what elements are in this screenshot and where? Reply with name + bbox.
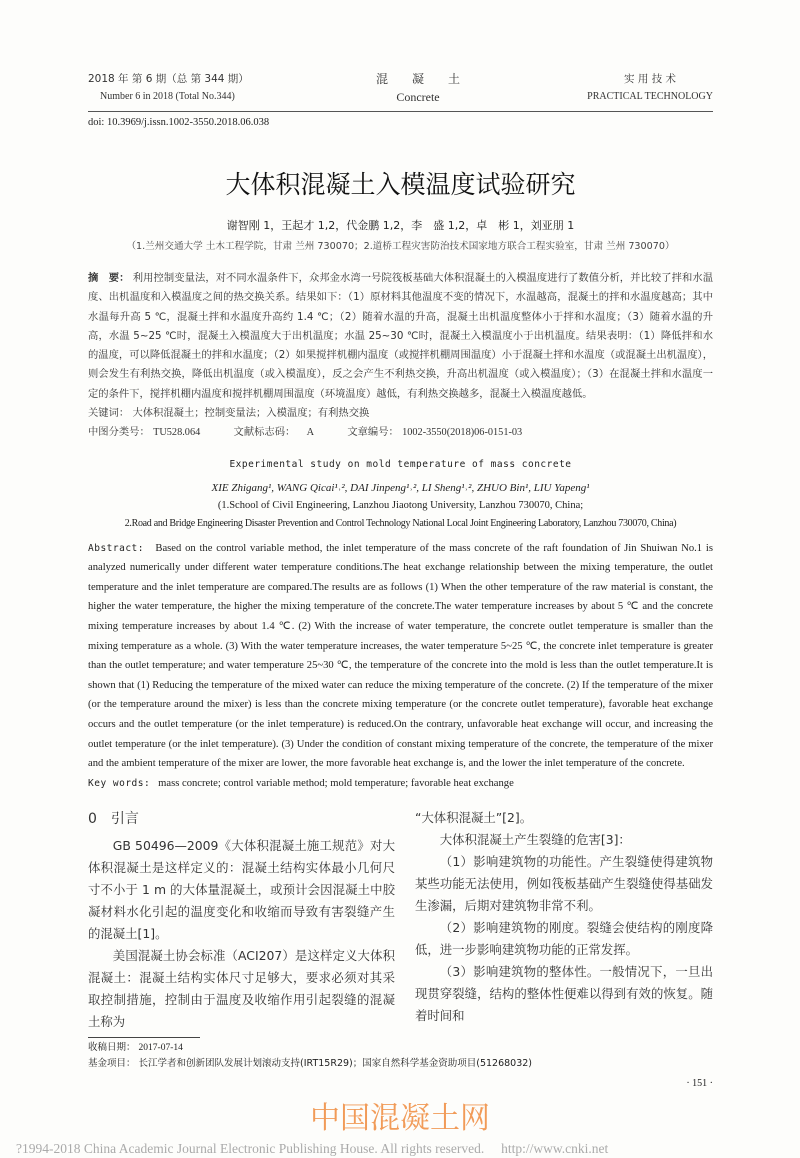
received-value: 2017-07-14: [138, 1043, 183, 1054]
paragraph: （2）影响建筑物的刚度。裂缝会使结构的刚度降低，进一步影响建筑物功能的正常发挥。: [415, 920, 713, 958]
body-columns: [88, 807, 713, 1033]
clc-label: 中图分类号：: [88, 426, 150, 439]
page-title: 大体积混凝土入模温度试验研究: [225, 170, 576, 199]
keywords-en-text: mass concrete; control variable method; mold temperature; favorable heat exchange: [158, 777, 514, 789]
article-no-value: 1002-3550(2018)06-0151-03: [402, 427, 523, 439]
abstract-en-text: Based on the control variable method, the inlet temperature of the mass concrete of the raft foundation of Jin Shuiwan No.1 is analyzed numerically under different water temperature conditions.The heat exchange relationship between the mixing temperature, the outlet temperature and the inlet temperature are compared.The results are as follows (1) When the other temperature of the raw material is constant, the higher the water temperature, the higher the mixing temperature of the concrete.The water temperature increases by about 5 ℃ and the concrete mixing temperature increases by about 1.4 ℃. (2) With the increase of water temperature, the concrete outlet temperature is smaller than the mixing temperature as a whole. (3) With the water temperature increases, the water temperature 5~25 ℃, the concrete inlet temperature is greater than the outlet temperature; and water temperature 25~30 ℃, the temperature of the concrete into the mold is less than the outlet temperature.It is shown that (1) Reducing the temperature of the mixed water can reduce the mixing temperature of the concrete. (2) If the temperature of the mixer (or the temperature around the mixer) is less than the concrete mixing temperature (or the concrete outlet temperature), favorable heat exchange occurs and the outlet temperature (or the inlet temperature) is reduced.On the contrary, unfavorable heat exchange will occur, and increasing the outlet temperature (or the inlet temperature). (3) Under the condition of constant mixing temperature of the concrete, the temperature of the mixer and the ambient temperature of the mixer are lower, the more favorable heat exchange is, and the lower the inlet temperature of the concrete.: [88, 542, 713, 770]
abstract-cn-label: 摘 要：: [88, 272, 130, 284]
journal-cn: 混 凝 土: [375, 72, 460, 86]
classification: [88, 423, 713, 442]
keywords-en: [88, 774, 713, 794]
section-en: PRACTICAL TECHNOLOGY: [587, 91, 713, 102]
abstract-en: [88, 539, 713, 774]
received-label: 收稿日期：: [88, 1042, 136, 1054]
keywords-cn-label: 关键词：: [88, 407, 130, 420]
issue-en: Number 6 in 2018 (Total No.344): [100, 91, 235, 102]
title-en: Experimental study on mold temperature of mass concrete: [229, 458, 572, 470]
clc-value: TU528.064: [153, 427, 201, 439]
keywords-cn: [88, 404, 713, 423]
abstract-en-label: Abstract:: [88, 542, 144, 554]
received-date: [88, 1040, 713, 1056]
abstract-cn-text: 利用控制变量法，对不同水温条件下，众邦金水湾一号院筏板基础大体积混凝土的入模温度进行了数值分析，并比较了拌和水温度、出机温度和入模温度之间的热交换关系。结果如下：（1）原材料其他温度不变的情况下，水温越高，混凝土的拌和水温度越高；其中水温每升高 5 ℃，混凝土拌和水温度升高约 1.4 ℃；（2）随着水温的升高，混凝土出机温度整体小于拌和水温度；（3）随着水温的升高，水温 5~25 ℃时，混凝土入模温度大于出机温度；水温 25~30 ℃时，混凝土入模温度小于出机温度。结果表明：（1）降低拌和水的温度，可以降低混凝土的拌和水温度；（2）如果搅拌机棚内温度（或搅拌机棚周围温度）小于混凝土拌和水温度（或混凝土出机温度），则会发生有利热交换，降低出机温度（或入模温度），反之会产生不利热交换，升高出机温度（或入模温度）；（3）在混凝土拌和水温度一定的条件下，搅拌机棚内温度和搅拌机棚周围温度（环境温度）越低，有利热交换越多，混凝土入模温度越低。: [88, 272, 714, 400]
authors-en: XIE Zhigang¹, WANG Qicai¹˒², DAI Jinpeng¹˒², LI Sheng¹˒², ZHUO Bin¹, LIU Yapeng¹: [211, 481, 590, 494]
footnote-rule: [88, 1037, 200, 1038]
section-cn: 实 用 技 术: [624, 73, 677, 85]
paragraph: （3）影响建筑物的整体性。一般情况下，一旦出现贯穿裂缝，结构的整体性便难以得到有效的恢复。随着时间和: [415, 964, 713, 1024]
copyright-footer: ?1994-2018 China Academic Journal Electronic Publishing House. All rights reserved. http://www.cnki.net: [16, 1141, 609, 1157]
paragraph: 大体积混凝土产生裂缝的危害[3]：: [439, 832, 631, 848]
paragraph: （1）影响建筑物的功能性。产生裂缝使得建筑物某些功能无法使用，例如筏板基础产生裂缝使得基础发生渗漏，后期对建筑物非常不利。: [415, 854, 713, 914]
authors: 谢智刚 1，王起才 1,2，代金鹏 1,2，李 盛 1,2，卓 彬 1，刘亚朋 1: [226, 219, 575, 232]
affil-en-2: 2.Road and Bridge Engineering Disaster Prevention and Control Technology National Local Joint Engineering Laboratory, Lanzhou 730070, China): [124, 517, 677, 529]
doc-code-label: 文献标志码：: [233, 426, 296, 439]
right-column: [415, 807, 713, 1033]
paragraph: GB 50496—2009《大体积混凝土施工规范》对大体积混凝土是这样定义的：混凝土结构实体最小几何尺寸不小于 1 m 的大体量混凝土，或预计会因混凝土中胶凝材料水化引起的温度变化和收缩而导致有害裂缝产生的混凝土[1]。: [88, 838, 395, 942]
article-no-label: 文章编号：: [347, 426, 399, 439]
affil-en-1: (1.School of Civil Engineering, Lanzhou Jiaotong University, Lanzhou 730070, China;: [217, 499, 584, 511]
fund-value: 长江学者和创新团队发展计划滚动支持(IRT15R29)；国家自然科学基金资助项目(51268032): [138, 1058, 533, 1070]
keywords-en-label: Key words:: [88, 777, 151, 789]
journal-en: Concrete: [396, 90, 440, 104]
abstract-cn: [88, 269, 713, 404]
keywords-cn-text: 大体积混凝土；控制变量法；入模温度；有利热交换: [132, 407, 370, 420]
doi: doi: 10.3969/j.issn.1002-3550.2018.06.038: [88, 117, 270, 128]
watermark-logo: 中国混凝土网: [310, 1101, 490, 1137]
paragraph: “大体积混凝土”[2]。: [415, 810, 533, 826]
page-number: · 151 ·: [686, 1078, 713, 1090]
running-header: [88, 70, 713, 112]
fund: [88, 1056, 713, 1072]
doc-code-value: A: [306, 427, 315, 439]
fund-label: 基金项目：: [88, 1058, 136, 1070]
affiliations: （1.兰州交通大学 土木工程学院，甘肃 兰州 730070；2.道桥工程灾害防治技术国家地方联合工程实验室，甘肃 兰州 730070）: [126, 241, 675, 252]
section-heading: 0 引言: [88, 811, 139, 828]
paragraph: 美国混凝土协会标准（ACI207）是这样定义大体积混凝土：混凝土结构实体尺寸足够大，要求必须对其采取控制措施，控制由于温度及收缩作用引起裂缝的混凝土称为: [88, 948, 395, 1030]
issue-cn: 2018 年 第 6 期（总 第 344 期）: [88, 73, 249, 85]
left-column: [88, 807, 395, 1033]
